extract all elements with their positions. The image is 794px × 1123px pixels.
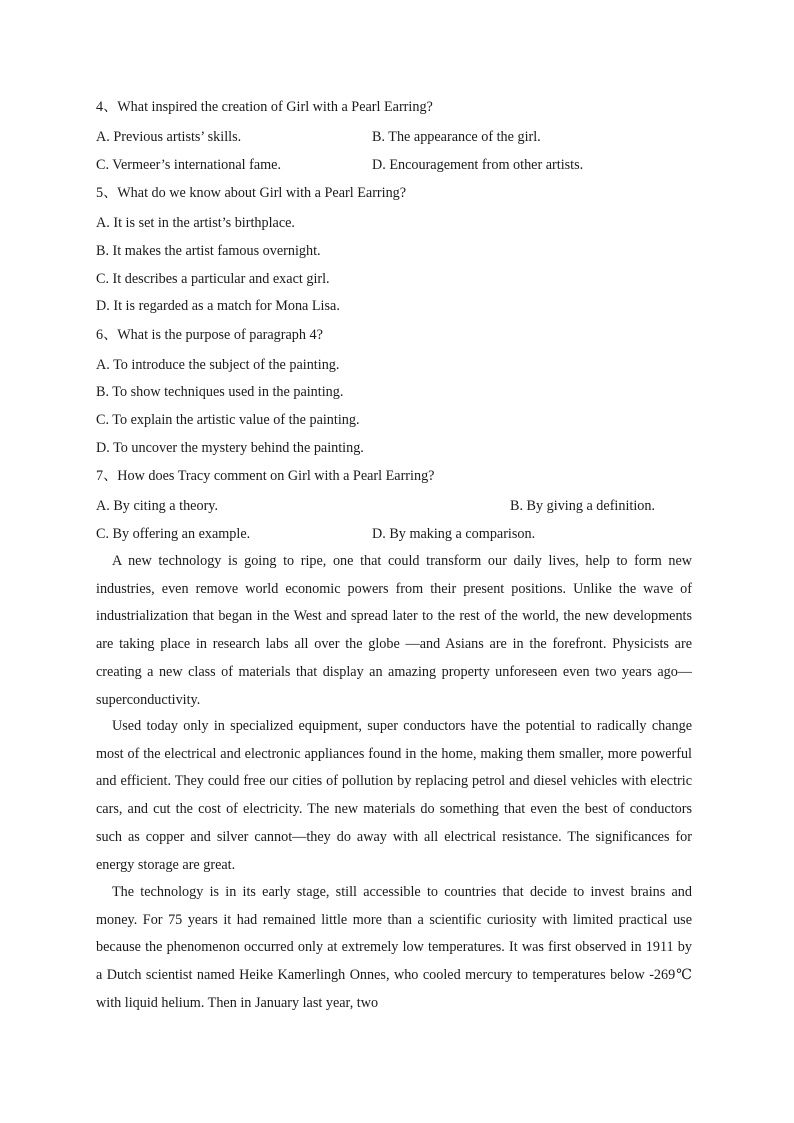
question-7-option-d: D. By making a comparison.: [372, 526, 536, 542]
passage-paragraph-1: A new technology is going to ripe, one that could transform our daily lives, help to form new industries, even remove world economic powers from their present positions. Unlike the wave of industrialization that began in the West and spread later to the rest of the world, the new developments are taking place in research labs all over the globe —and Asians are in the forefront. Physicists are creating a new class of materials that display an amazing property unforeseen even two years ago—superconductivity.: [96, 553, 692, 708]
question-6-option-c: C. To explain the artistic value of the painting.: [96, 412, 360, 428]
question-6-option-d: D. To uncover the mystery behind the painting.: [96, 440, 364, 456]
question-4-stem: 4、What inspired the creation of Girl with a Pearl Earring?: [96, 99, 433, 115]
question-6-stem: 6、What is the purpose of paragraph 4?: [96, 327, 323, 343]
question-6-option-a: A. To introduce the subject of the painting.: [96, 357, 340, 373]
passage-paragraph-2: Used today only in specialized equipment, super conductors have the potential to radically change most of the electrical and electronic appliances found in the home, making them smaller, more powerful and efficient. They could free our cities of pollution by replacing petrol and diesel vehicles with electric cars, and cut the cost of electricity. The new materials do something that even the best of conductors such as copper and silver cannot—they do away with all electrical resistance. The significances for energy storage are great.: [96, 718, 692, 873]
question-4-option-c: C. Vermeer’s international fame.: [96, 157, 282, 173]
question-7-options-row-2: [96, 525, 696, 543]
question-7-stem: 7、How does Tracy comment on Girl with a Pearl Earring?: [96, 468, 435, 484]
question-7-options-row-1: [96, 497, 696, 515]
question-7-option-c: C. By offering an example.: [96, 526, 251, 542]
question-4-options-row-1: [96, 128, 696, 146]
question-5-stem: 5、What do we know about Girl with a Pearl Earring?: [96, 185, 407, 201]
question-4-option-a: A. Previous artists’ skills.: [96, 129, 242, 145]
question-6-option-b: B. To show techniques used in the painting.: [96, 384, 344, 400]
question-5-option-c: C. It describes a particular and exact girl.: [96, 271, 330, 287]
question-5-option-a: A. It is set in the artist’s birthplace.: [96, 215, 295, 231]
question-5-option-d: D. It is regarded as a match for Mona Lisa.: [96, 298, 340, 314]
question-4-options-row-2: [96, 156, 696, 174]
question-5-option-b: B. It makes the artist famous overnight.: [96, 243, 321, 259]
question-7-option-b: B. By giving a definition.: [510, 498, 656, 514]
passage-paragraph-3: The technology is in its early stage, still accessible to countries that decide to invest brains and money. For 75 years it had remained little more than a scientific curiosity with limited practical use because the phenomenon occurred only at extremely low temperatures. It was first observed in 1911 by a Dutch scientist named Heike Kamerlingh Onnes, who cooled mercury to temperatures below -269℃ with liquid helium. Then in January last year, two: [96, 884, 692, 1011]
question-7-option-a: A. By citing a theory.: [96, 498, 219, 514]
question-4-option-b: B. The appearance of the girl.: [372, 129, 541, 145]
question-4-option-d: D. Encouragement from other artists.: [372, 157, 584, 173]
